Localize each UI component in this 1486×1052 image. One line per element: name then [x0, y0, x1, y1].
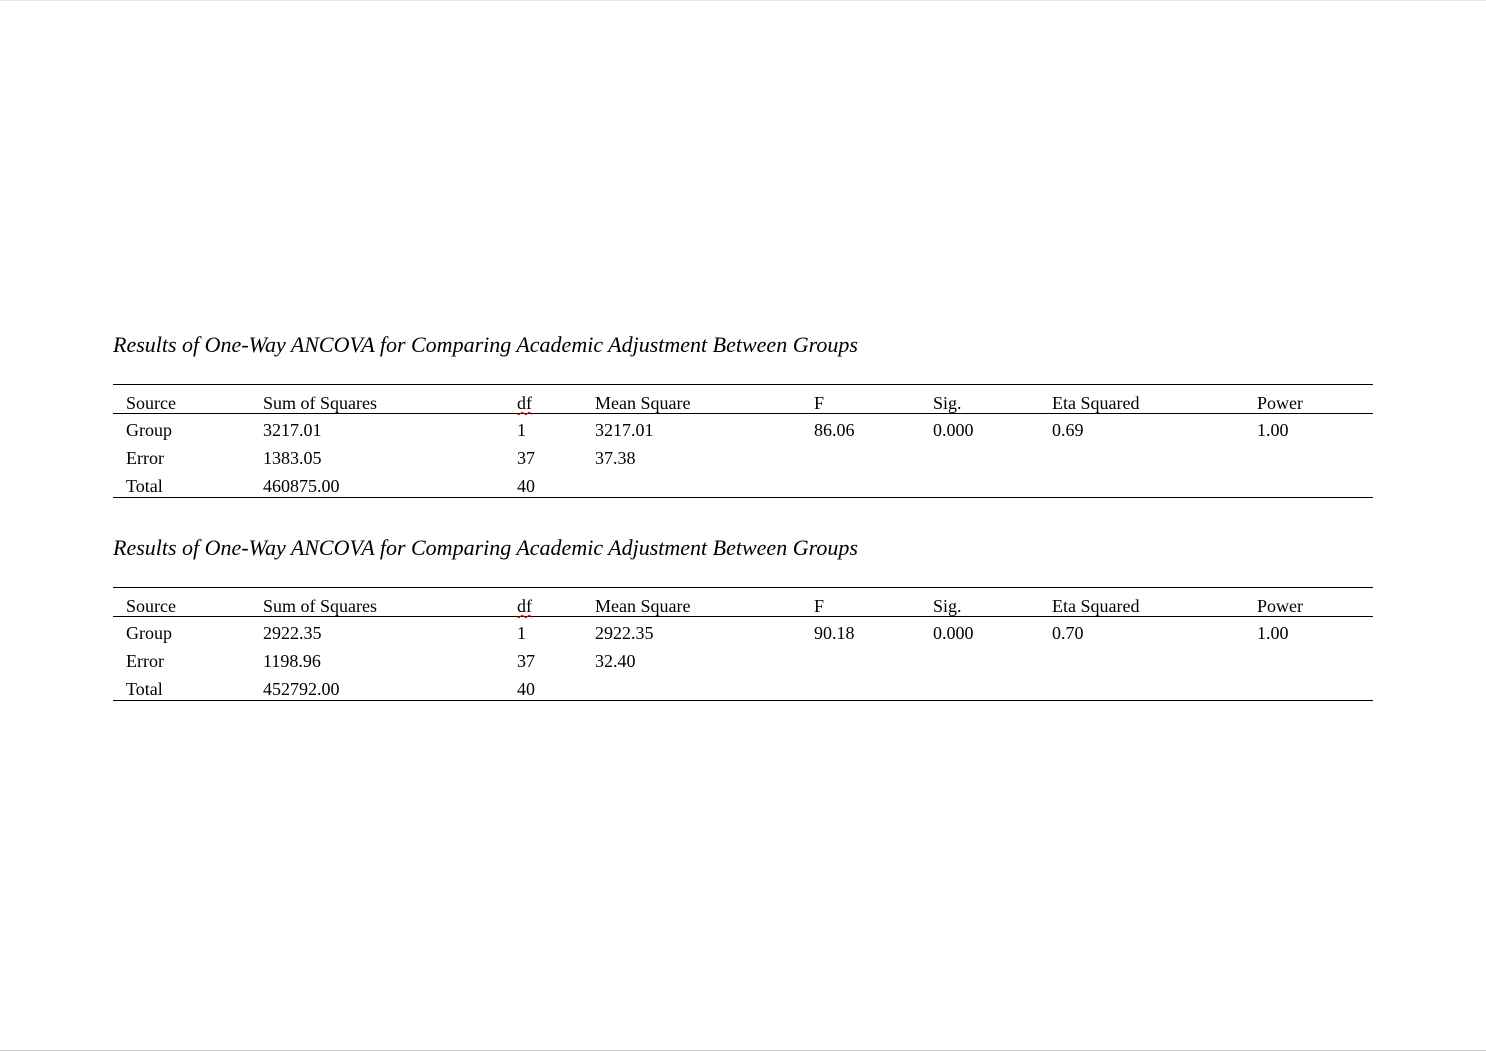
- header-df: [517, 588, 595, 617]
- header-row: [113, 385, 1373, 414]
- cell-power: [1257, 442, 1373, 470]
- cell-mean-square: [595, 673, 814, 701]
- header-f: F: [814, 588, 933, 617]
- spellcheck-squiggle: df: [517, 596, 532, 616]
- header-source: Source: [113, 385, 263, 414]
- table-block-2: [113, 533, 1373, 699]
- cell-eta-squared: [1052, 645, 1257, 673]
- cell-power: 1.00: [1257, 419, 1289, 440]
- cell-sum-of-squares: 3217.01: [263, 419, 322, 440]
- table-block-1: [113, 330, 1373, 496]
- ancova-table: [113, 587, 1373, 701]
- cell-df: 1: [517, 419, 526, 440]
- cell-source: Total: [113, 470, 263, 498]
- page-bottom-edge: [0, 1050, 1486, 1051]
- table-row: [113, 673, 1373, 701]
- cell-source: Group: [126, 419, 172, 440]
- table-caption: Results of One-Way ANCOVA for Comparing Academic Adjustment Between Groups: [113, 332, 858, 357]
- cell-sig: [933, 442, 1052, 470]
- header-power: Power: [1257, 588, 1373, 617]
- spellcheck-squiggle: df: [517, 393, 532, 413]
- header-sig: Sig.: [933, 588, 1052, 617]
- table-row: [113, 414, 1373, 442]
- table-row: [113, 617, 1373, 645]
- cell-sum-of-squares: 1198.96: [263, 650, 321, 671]
- table-row: [113, 645, 1373, 673]
- header-sig: Sig.: [933, 385, 1052, 414]
- cell-eta-squared: [1052, 442, 1257, 470]
- header-source: Source: [113, 588, 263, 617]
- cell-df: 40: [517, 470, 595, 498]
- cell-f: [814, 645, 933, 673]
- cell-source: Group: [126, 622, 172, 643]
- cell-f: 86.06: [814, 419, 855, 440]
- cell-sig: [933, 673, 1052, 701]
- cell-f: [814, 673, 933, 701]
- header-mean-square: Mean Square: [595, 588, 814, 617]
- cell-mean-square: 37.38: [595, 447, 636, 468]
- cell-eta-squared: 0.69: [1052, 419, 1084, 440]
- header-mean-square: Mean Square: [595, 385, 814, 414]
- header-f: F: [814, 385, 933, 414]
- cell-eta-squared: 0.70: [1052, 622, 1084, 643]
- cell-df: 40: [517, 673, 595, 701]
- cell-df: 37: [517, 650, 535, 671]
- cell-power: 1.00: [1257, 622, 1289, 643]
- header-eta-squared: Eta Squared: [1052, 385, 1257, 414]
- ancova-table: [113, 384, 1373, 498]
- cell-power: [1257, 470, 1373, 498]
- cell-mean-square: [595, 470, 814, 498]
- header-df: [517, 385, 595, 414]
- cell-f: 90.18: [814, 622, 855, 643]
- cell-mean-square: 32.40: [595, 650, 636, 671]
- header-row: [113, 588, 1373, 617]
- header-eta-squared: Eta Squared: [1052, 588, 1257, 617]
- cell-sum-of-squares: 2922.35: [263, 622, 322, 643]
- cell-source: Error: [126, 650, 164, 671]
- table-row: [113, 442, 1373, 470]
- page-top-edge: [0, 0, 1486, 1]
- cell-source: Total: [113, 673, 263, 701]
- cell-f: [814, 442, 933, 470]
- cell-sum-of-squares: 452792.00: [263, 673, 517, 701]
- cell-sig: [933, 470, 1052, 498]
- cell-sig: 0.000: [933, 622, 974, 643]
- header-sum-of-squares: Sum of Squares: [263, 588, 517, 617]
- cell-power: [1257, 645, 1373, 673]
- cell-power: [1257, 673, 1373, 701]
- cell-mean-square: 2922.35: [595, 622, 654, 643]
- cell-sig: 0.000: [933, 419, 974, 440]
- header-sum-of-squares: Sum of Squares: [263, 385, 517, 414]
- cell-sig: [933, 645, 1052, 673]
- cell-sum-of-squares: 460875.00: [263, 470, 517, 498]
- cell-eta-squared: [1052, 673, 1257, 701]
- cell-df: 1: [517, 622, 526, 643]
- cell-eta-squared: [1052, 470, 1257, 498]
- cell-sum-of-squares: 1383.05: [263, 447, 322, 468]
- cell-mean-square: 3217.01: [595, 419, 654, 440]
- cell-source: Error: [126, 447, 164, 468]
- table-caption: Results of One-Way ANCOVA for Comparing Academic Adjustment Between Groups: [113, 535, 858, 560]
- cell-f: [814, 470, 933, 498]
- header-power: Power: [1257, 385, 1373, 414]
- table-row: [113, 470, 1373, 498]
- cell-df: 37: [517, 447, 535, 468]
